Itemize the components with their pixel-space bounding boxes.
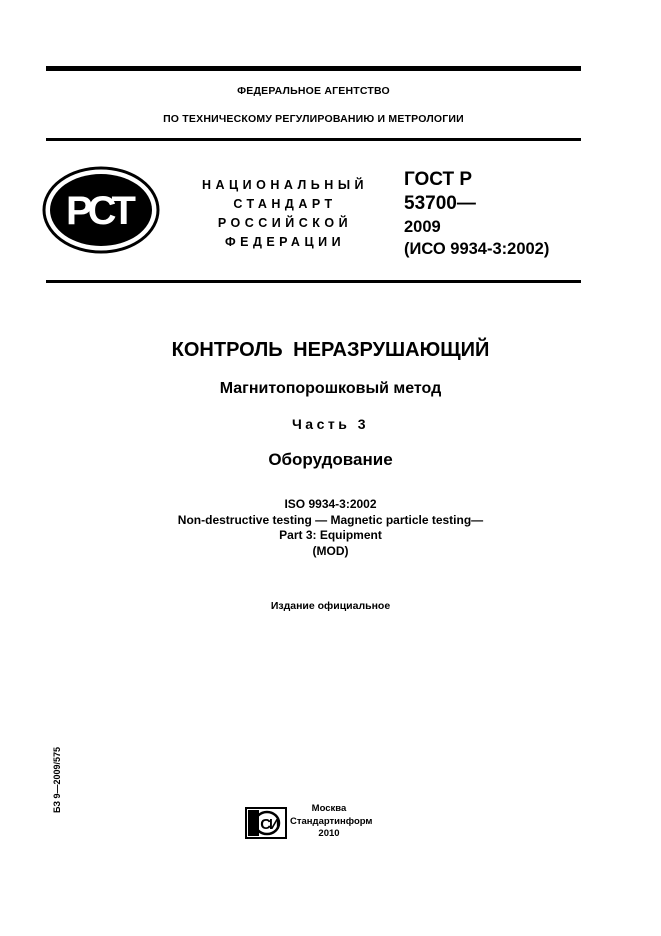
document-method: Магнитопорошковый метод xyxy=(219,380,442,397)
designation-line-2: 53700— xyxy=(404,193,476,214)
designation-line-1: ГОСТ Р xyxy=(404,169,473,190)
agency-line-1: ФЕДЕРАЛЬНОЕ АГЕНТСТВО xyxy=(237,85,390,97)
national-standard-line-1: НАЦИОНАЛЬНЫЙ xyxy=(201,178,369,192)
iso-line-4: (MOD) xyxy=(312,543,349,558)
national-standard-line-4: ФЕДЕРАЦИИ xyxy=(224,235,346,249)
iso-line-3: Part 3: Equipment xyxy=(279,528,382,542)
document-title: КОНТРОЛЬ НЕРАЗРУШАЮЩИЙ xyxy=(171,339,490,361)
publisher-name: Стандартинформ xyxy=(290,815,373,827)
publisher-logo-letters: СИ xyxy=(260,816,278,833)
logo-letters: РСТ xyxy=(65,189,133,233)
national-standard-line-2: СТАНДАРТ xyxy=(233,197,337,211)
top-rule xyxy=(46,66,581,71)
publisher-block xyxy=(290,803,373,841)
document-subject: Оборудование xyxy=(268,450,393,469)
iso-line-2: Non-destructive testing — Magnetic particle testing— xyxy=(177,512,484,527)
rst-logo-icon xyxy=(42,166,160,254)
national-standard-line-3: РОССИЙСКОЙ xyxy=(217,216,353,230)
edition-label: Издание официальное xyxy=(270,600,391,612)
designation-line-4: (ИСО 9934-3:2002) xyxy=(404,240,550,258)
publisher-year: 2010 xyxy=(318,828,340,839)
lower-rule xyxy=(46,280,581,283)
designation-line-3: 2009 xyxy=(404,218,441,236)
iso-line-1: ISO 9934-3:2002 xyxy=(284,497,377,511)
document-part: Часть 3 xyxy=(291,416,370,432)
standard-designation xyxy=(404,168,549,260)
agency-line-2: ПО ТЕХНИЧЕСКОМУ РЕГУЛИРОВАНИЮ И МЕТРОЛОГИИ xyxy=(163,113,464,125)
iso-reference xyxy=(0,497,661,559)
standartinform-logo-icon xyxy=(245,807,287,839)
middle-rule xyxy=(46,138,581,141)
publisher-city: Москва xyxy=(311,803,347,814)
side-code: БЗ 9—2009/575 xyxy=(52,746,62,814)
national-standard-block xyxy=(180,176,390,252)
